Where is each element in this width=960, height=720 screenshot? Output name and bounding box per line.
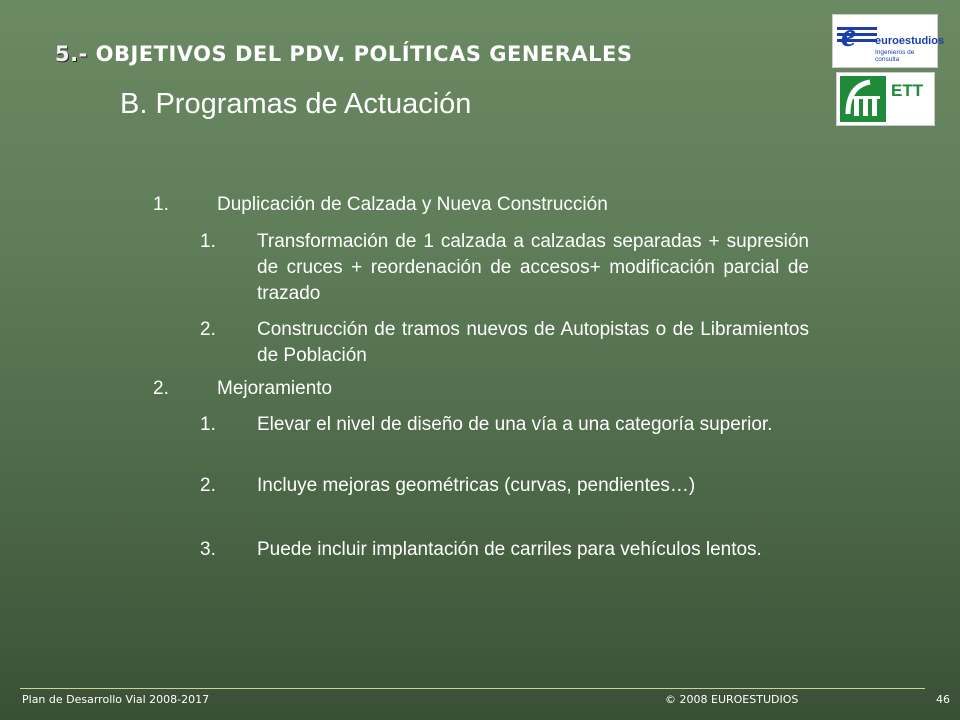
list-item: 1. Transformación de 1 calzada a calzadas separadas + supresión de cruces + reordenación de accesos+ modificación parcial de trazado <box>200 231 809 304</box>
euroestudios-logo: e euroestudios Ingenieros de consulta <box>832 14 938 68</box>
slide-subtitle: B. Programas de Actuación <box>120 88 472 120</box>
list-item: 3. Puede incluir implantación de carriles para vehículos lentos. <box>200 539 762 560</box>
list-item: 1. Duplicación de Calzada y Nueva Construcción <box>153 194 608 215</box>
section-number: 5.- <box>55 42 88 66</box>
list-item: 1. Elevar el nivel de diseño de una vía a una categoría superior. <box>200 414 773 435</box>
euroestudios-logo-tagline: Ingenieros de consulta <box>875 49 915 63</box>
section-title-text: OBJETIVOS DEL PDV. POLÍTICAS GENERALES <box>95 42 633 66</box>
page-number: 46 <box>936 693 950 706</box>
list-item: 2. Construcción de tramos nuevos de Autopistas o de Libramientos de Población <box>200 319 809 366</box>
ett-logo-name: ETT <box>891 81 924 100</box>
list-item: 2. Incluye mejoras geométricas (curvas, pendientes…) <box>200 475 696 496</box>
footer-title: Plan de Desarrollo Vial 2008-2017 <box>22 693 210 706</box>
footer-copyright: © 2008 EUROESTUDIOS <box>665 693 799 706</box>
footer-divider <box>20 688 925 689</box>
ett-logo-mark-icon <box>840 76 886 122</box>
section-title <box>55 42 633 66</box>
ett-logo <box>836 72 935 126</box>
list-item: 2. Mejoramiento <box>153 378 333 399</box>
euroestudios-logo-name: euroestudios <box>875 35 945 47</box>
